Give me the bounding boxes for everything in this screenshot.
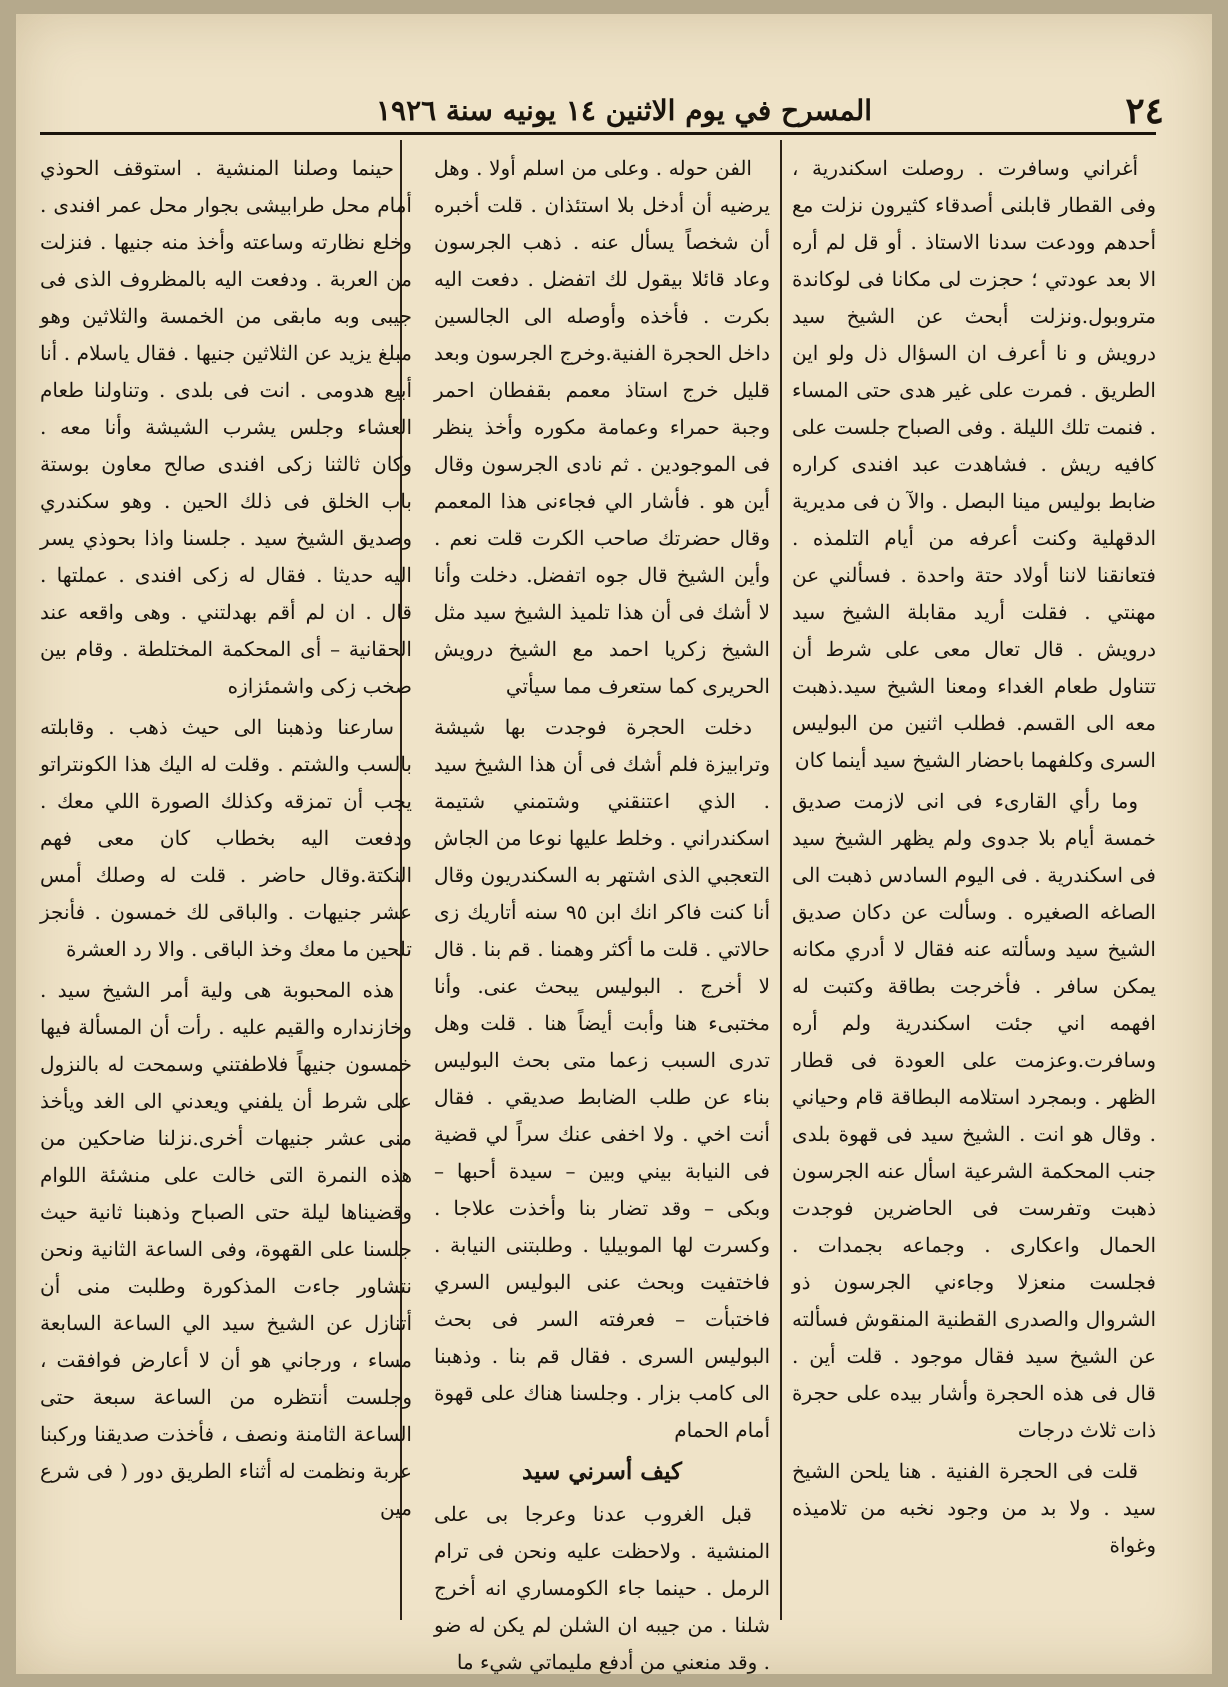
paragraph: أغراني وسافرت . روصلت اسكندرية ، وفى القطار قابلنى أصدقاء كثيرون نزلت مع أحدهم وودعت سدنا الاستاذ . أو قل لم أره الا بعد عودتي ؛ حجزت لى مكانا فى لوكاندة متروبول.ونزلت أبحث عن الشيخ سيد درويش و نا أعرف ان السؤال ذل ولو اين الطريق . فمرت على غير هدى حتى المساء . فنمت تلك الليلة . وفى الصباح جلست على كافيه ريش . فشاهدت عبد افندى كراره ضابط بوليس مينا البصل . والآ ن فى مديرية الدقهلية وكنت أعرفه من أيام التلمذه . فتعانقنا لاننا أولاد حتة واحدة . فسألني عن مهنتي . فقلت أريد مقابلة الشيخ سيد درويش . قال تعال معى على شرط أن تتناول طعام الغداء ومعنا الشيخ سيد.ذهبت معه الى القسم. فطلب اثنين من البوليس السرى وكلفهما باحضار الشيخ سيد أينما كان <box>792 156 1156 772</box>
article-columns <box>40 150 1156 1674</box>
column-left <box>40 150 412 1620</box>
paragraph: دخلت الحجرة فوجدت بها شيشة وترابيزة فلم أشك فى أن هذا الشيخ سيد . الذي اعتنقني وشتمني شتيمة اسكندراني . وخلط عليها نوعا من الجاش التعجبي الذى اشتهر به السكندريون وقال أنا كنت فاكر انك ابن ٩٥ سنه أتاريك زى حالاتي . قلت ما أكثر وهمنا . قم بنا . قال لا أخرج . البوليس يبحث عنى. وأنا مختبىء هنا وأبت أيضاً هنا . قلت وهل تدرى السبب زعما متى بحث البوليس بناء عن طلب الضابط صديقي . فقال أنت اخي . ولا اخفى عنك سراً لي قضية فى النيابة بيني وبين – سيدة أحبها – وبكى – وقد تضار بنا وأخذت علاجا . وكسرت لها الموبيليا . وطلبتنى النيابة . فاختفيت وبحث عنى البوليس السري فاختبأت – فعرفته السر فى بحث البوليس السرى . فقال قم بنا . وذهبنا الى كامب بزار . وجلسنا هناك على قهوة أمام الحمام <box>434 715 770 1442</box>
paragraph: وما رأي القارىء فى انى لازمت صديق خمسة أيام بلا جدوى ولم يظهر الشيخ سيد فى اسكندرية . فى اليوم السادس ذهبت الى الصاغه الصغيره . وسألت عن دكان صديق الشيخ سيد وسألته عنه فقال لا أدري مكانه يمكن سافر . فأخرجت بطاقة وكتبت له افهمه اني جئت اسكندرية ولم أره وسافرت.وعزمت على العودة فى قطار الظهر . وبمجرد استلامه البطاقة قام وحياني . وقال هو انت . الشيخ سيد فى قهوة بلدى جنب المحكمة الشرعية اسأل عنه الجرسون ذهبت وتفرست فى الحاضرين فوجدت الحمال واعكارى . وجماعه بجمدات . فجلست منعزلا وجاءني الجرسون ذو الشروال والصدرى القطنية المنقوش فسألته عن الشيخ سيد فقال موجود . قلت أين . قال فى هذه الحجرة وأشار بيده على حجرة ذات ثلاث درجات <box>792 789 1156 1442</box>
column-middle <box>433 150 770 1674</box>
paragraph: حينما وصلنا المنشية . استوقف الحوذي أمام محل طرابيشى بجوار محل عمر افندى . وخلع نظارته وساعته وأخذ منه جنيها . فنزلت من العربة . ودفعت اليه بالمظروف الذى فى جيبى وبه مابقى من الخمسة والثلاثين وهو مبلغ يزيد عن الثلاثين جنيها . فقال ياسلام . أنا أبيع هدومى . انت فى بلدى . وتناولنا طعام العشاء وجلس يشرب الشيشة وأنا معه . وكان ثالثنا زكى افندى صالح معاون بوستة باب الخلق فى ذلك الحين . وهو سكندري وصديق الشيخ سيد . جلسنا واذا بحوذي يسر اليه حديثا . فقال له زكى افندى . عملتها . قال . ان لم أقم بهدلتني . وهى واقعه عند الحقانية – أى المحكمة المختلطة . وقام بين صخب زكى واشمئزازه <box>40 156 412 698</box>
paragraph: قبل الغروب عدنا وعرجا بى على المنشية . ولاحظت عليه ونحن فى ترام الرمل . حينما جاء الكومساري انه أخرج شلنا . من جيبه ان الشلن لم يكن له ضو . وقد منعني من أدفع مليماتي شيء ما <box>434 1502 770 1674</box>
page-number: ٢٤ <box>1125 90 1164 132</box>
header-title: المسرح في يوم الاثنين ١٤ يونيه سنة ١٩٢٦ <box>376 94 872 127</box>
paragraph: قلت فى الحجرة الفنية . هنا يلحن الشيخ سيد . ولا بد من وجود نخبه من تلاميذه وغواة <box>792 1459 1156 1557</box>
paragraph: سارعنا وذهبنا الى حيث ذهب . وقابلته بالسب والشتم . وقلت له اليك هذا الكونتراتو يجب أن تمزقه وكذلك الصورة اللي معك . ودفعت اليه بخطاب كان معى فهم النكتة.وقال حاضر . قلت له وصلك أمس عشر جنيهات . والباقى لك خمسون . فأنجز تلحين ما معك وخذ الباقى . والا رد العشرة <box>40 715 412 961</box>
header-rule <box>40 132 1156 135</box>
section-subheading: كيف أسرني سيد <box>522 1458 682 1485</box>
column-right <box>792 150 1156 1620</box>
paragraph: الفن حوله . وعلى من اسلم أولا . وهل يرضيه أن أدخل بلا استئذان . قلت أخبره أن شخصاً يسأل عنه . ذهب الجرسون وعاد قائلا بيقول لك اتفضل . دفعت اليه بكرت . فأخذه وأوصله الى الجالسين داخل الحجرة الفنية.وخرج الجرسون وبعد قليل خرج استاذ معمم بقفطان احمر وجبة حمراء وعمامة مكوره وأخذ ينظر فى الموجودين . ثم نادى الجرسون وقال أين هو . فأشار الي فجاءنى هذا المعمم وقال حضرتك صاحب الكرت قلت نعم . وأين الشيخ قال جوه اتفضل. دخلت وأنا لا أشك فى أن هذا تلميذ الشيخ سيد مثل الشيخ زكريا احمد مع الشيخ درويش الحريرى كما ستعرف مما سيأتي <box>433 156 770 698</box>
paragraph: هذه المحبوبة هى ولية أمر الشيخ سيد . وخازنداره والقيم عليه . رأت أن المسألة فيها خمسون جنيهاً فلاطفتني وسمحت له بالنزول على شرط أن يلفني ويعدني الى الغد ويأخذ منى عشر جنيهات أخرى.نزلنا ضاحكين من هذه النمرة التى خالت على منشئة اللوام وقضيناها ليلة حتى الصباح وذهبنا ثانية حيث جلسنا على القهوة، وفى الساعة الثانية ونحن نتشاور جاءت المذكورة وطلبت منى أن أتنازل عن الشيخ سيد الي الساعة السابعة مساء ، ورجاني هو أن لا أعارض فوافقت ، وجلست أنتظره من الساعة سبعة حتى الساعة الثامنة ونصف ، فأخذت صديقنا وركبنا عربة ونظمت له أثناء الطريق دور ( فى شرع مين <box>40 978 412 1520</box>
page-header <box>56 88 1172 144</box>
